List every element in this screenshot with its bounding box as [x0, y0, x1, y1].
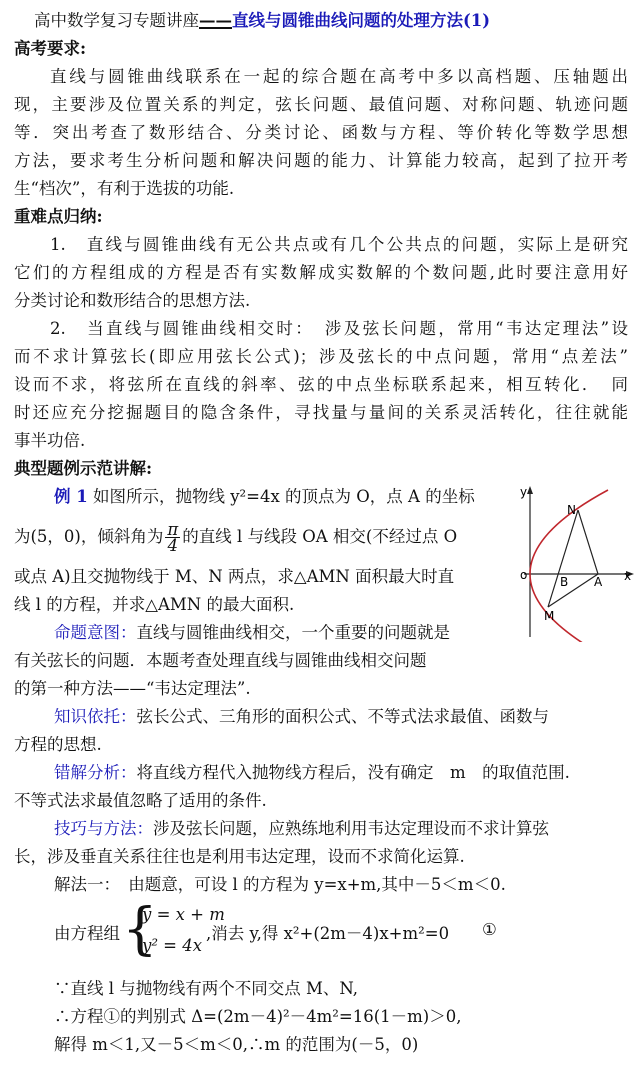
requirements-line-1: 直线与圆锥曲线联系在一起的综合题在高考中多以高档题、压轴题出: [50, 67, 628, 86]
equation-system: [54, 897, 614, 964]
solution-line-c: 解得 m＜1,又－5＜m＜0,∴m 的范围为(－5，0): [54, 1035, 419, 1054]
knowledge-label: 知识依托：: [54, 707, 137, 726]
example1-line-2: [14, 522, 490, 553]
keypoint-2-line-4: 时还应充分挖掘题目的隐含条件，寻找量与量间的关系灵活转化，往往就能: [14, 403, 628, 422]
intent-line-1: [54, 622, 490, 644]
header-title: 直线与圆锥曲线问题的处理方法(1): [232, 11, 491, 30]
header-dashes: ——: [199, 11, 232, 30]
x-axis-label: x: [624, 569, 632, 583]
keypoint-2-line-3: 设而不求，将弦所在直线的斜率、弦的中点坐标联系起来，相互转化． 同: [14, 375, 628, 394]
example1-line-3: 或点 A)且交抛物线于 M、N 两点，求△AMN 面积最大时直: [14, 567, 455, 586]
errors-line-1: [54, 762, 628, 784]
knowledge-line-2: 方程的思想.: [14, 735, 102, 754]
point-m-label: M: [544, 609, 555, 623]
knowledge-text-1: 弦长公式、三角形的面积公式、不等式法求最值、函数与: [136, 707, 549, 726]
system-label: 由方程组: [54, 924, 120, 943]
page-header: [34, 10, 628, 32]
errors-label: 错解分析：: [54, 763, 137, 782]
tips-line-2: 长，涉及垂直关系往往也是利用韦达定理，设而不求简化运算.: [14, 847, 465, 866]
equation-1: y = x + m: [142, 905, 225, 924]
solution-line-b: ∴方程①的判别式 Δ=(2m－4)²－4m²=16(1－m)＞0,: [54, 1007, 462, 1026]
intent-line-2: 有关弦长的问题．本题考查处理直线与圆锥曲线相交问题: [14, 651, 427, 670]
intent-line-3: 的第一种方法——“韦达定理法”.: [14, 679, 251, 698]
keypoint-1-line-3: 分类讨论和数形结合的思想方法.: [14, 291, 251, 310]
segment-AN: [578, 510, 598, 574]
example1-text-2b: 的直线 l 与线段 OA 相交(不经过点 O: [182, 527, 458, 546]
example1-label: 例 1: [54, 487, 88, 506]
keypoint-2-line-2: 而不求计算弦长(即应用弦长公式)；涉及弦长的中点问题，常用“点差法”: [14, 347, 628, 366]
example1-text-1: 如图所示，抛物线 y²=4x 的顶点为 O，点 A 的坐标: [92, 487, 475, 506]
elimination-text: ,消去 y,得 x²+(2m－4)x+m²=0: [206, 924, 450, 943]
parabola-figure: [510, 482, 636, 642]
pi-over-4-fraction: [165, 522, 180, 553]
example1-line-1: [54, 486, 490, 508]
line-l: [548, 510, 578, 607]
fraction-numerator: π: [167, 520, 179, 539]
keypoint-1-line-1: 1. 直线与圆锥曲线有无公共点或有几个公共点的问题，实际上是研究: [50, 235, 628, 254]
solution-line-a: ∵直线 l 与抛物线有两个不同交点 M、N,: [54, 979, 359, 998]
segment-AM: [548, 574, 598, 607]
y-axis-label: y: [520, 485, 528, 499]
header-prefix: 高中数学复习专题讲座: [34, 11, 199, 30]
origin-label: o: [520, 568, 528, 582]
tips-label: 技巧与方法：: [54, 819, 153, 838]
equation-marker: ①: [482, 920, 497, 939]
errors-text-1: 将直线方程代入抛物线方程后，没有确定 m 的取值范围.: [136, 763, 570, 782]
example1-line-4: 线 l 的方程，并求△AMN 的最大面积.: [14, 595, 295, 614]
point-b-label: B: [560, 575, 569, 589]
keypoint-1-line-2: 它们的方程组成的方程是否有实数解成实数解的个数问题,此时要注意用好: [14, 263, 628, 282]
intent-label: 命题意图：: [54, 623, 137, 642]
intent-text-1: 直线与圆锥曲线相交，一个重要的问题就是: [136, 623, 450, 642]
knowledge-line-1: [54, 706, 628, 728]
requirements-line-4: 方法，要求考生分析问题和解决问题的能力、计算能力较高，起到了拉开考: [14, 151, 628, 170]
requirements-line-2: 现，主要涉及位置关系的判定，弦长问题、最值问题、对称问题、轨迹问题: [14, 95, 628, 114]
requirements-line-3: 等．突出考查了数形结合、分类讨论、函数与方程、等价转化等数学思想: [14, 123, 628, 142]
y-axis-arrow: [527, 486, 533, 494]
solution-method-1: 解法一： 由题意，可设 l 的方程为 y=x+m,其中－5＜m＜0.: [54, 875, 506, 894]
keypoint-2-line-1: 2. 当直线与圆锥曲线相交时： 涉及弦长问题，常用“韦达定理法”设: [50, 319, 628, 338]
brace-symbol: {: [122, 897, 158, 962]
examples-heading: 典型题例示范讲解:: [14, 459, 153, 478]
example1-text-2a: 为(5，0)，倾斜角为: [14, 527, 164, 546]
requirements-line-5: 生“档次”，有利于选拔的功能.: [14, 179, 235, 198]
keypoints-heading: 重难点归纳:: [14, 207, 103, 226]
point-n-label: N: [567, 503, 576, 517]
tips-line-1: [54, 818, 628, 840]
requirements-heading: 高考要求:: [14, 39, 87, 58]
errors-line-2: 不等式法求最值忽略了适用的条件.: [14, 791, 267, 810]
point-a-label: A: [594, 575, 603, 589]
tips-text-1: 涉及弦长问题，应熟练地利用韦达定理设而不求计算弦: [153, 819, 549, 838]
equation-2: y² = 4x: [142, 936, 203, 955]
keypoint-2-line-5: 事半功倍.: [14, 431, 86, 450]
fraction-denominator: 4: [167, 536, 179, 555]
